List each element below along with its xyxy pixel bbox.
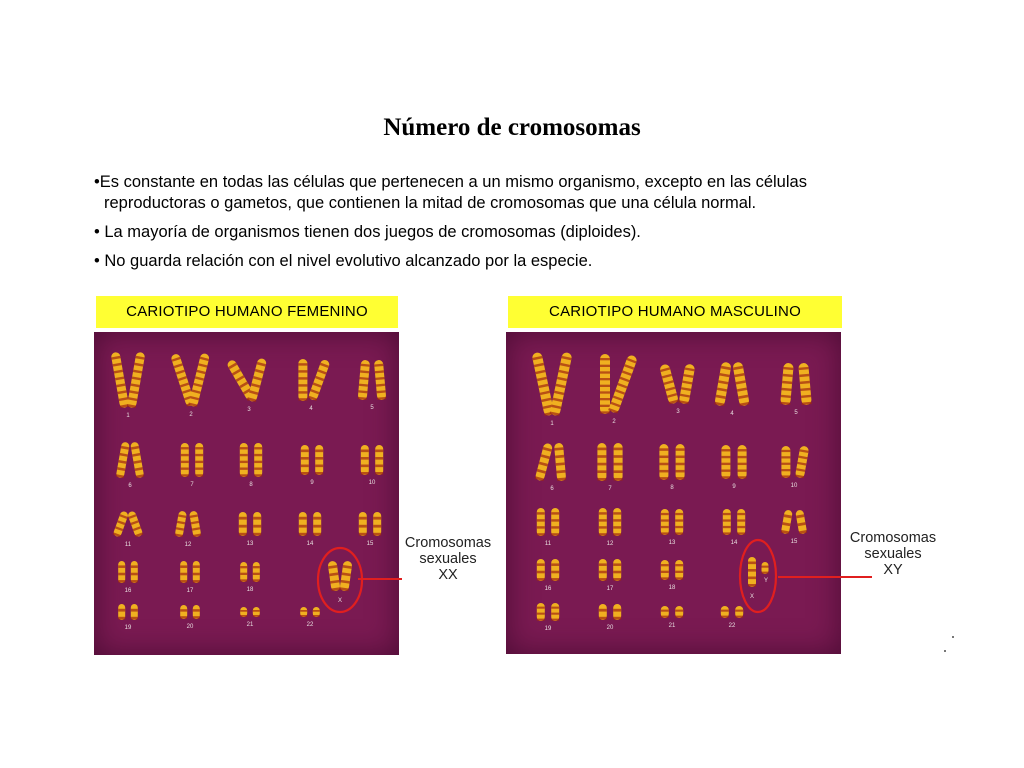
pair-number: 16 bbox=[124, 588, 132, 594]
sex-chromosome-x-2 bbox=[339, 561, 352, 592]
chromosome-pair-16-a bbox=[537, 559, 545, 581]
chromosome-pair-22-b bbox=[735, 606, 743, 618]
chromosome-pair-12-a bbox=[175, 511, 187, 538]
chromosome-pair-12-a bbox=[599, 508, 607, 536]
chromosome-pair-9-a bbox=[721, 445, 730, 479]
chromosome-pair-18-b bbox=[253, 562, 260, 582]
chromosome-pair-12-b bbox=[189, 511, 201, 538]
chromosome-pair-20-b bbox=[613, 604, 621, 620]
pair-number: 4 bbox=[309, 406, 313, 412]
chromosome-pair-17-b bbox=[613, 559, 621, 581]
female-karyotype-figure bbox=[94, 332, 399, 655]
chromosome-pair-10-a bbox=[781, 446, 790, 478]
male-sex-chromosome-callout bbox=[838, 530, 948, 578]
chromosome-pair-9-a bbox=[301, 445, 309, 475]
chromosome-pair-14-b bbox=[313, 512, 321, 536]
callout-line: Cromosomas bbox=[404, 535, 492, 551]
male-karyotype-image bbox=[506, 332, 841, 654]
chromosome-pair-11-b bbox=[127, 510, 143, 537]
chromosome-pair-2-b bbox=[188, 353, 210, 408]
male-callout-pointer bbox=[778, 576, 872, 578]
callout-label: XY bbox=[883, 562, 903, 578]
chromosome-pair-1-a bbox=[111, 352, 130, 409]
slide-title: Número de cromosomas bbox=[383, 114, 641, 141]
pair-number: X bbox=[749, 594, 755, 600]
pair-number: 10 bbox=[368, 480, 376, 486]
chromosome-pair-17-a bbox=[180, 561, 187, 583]
chromosome-pair-9-b bbox=[738, 445, 747, 479]
chromosome-pair-5-a bbox=[780, 363, 794, 406]
chromosome-pair-1-b bbox=[549, 352, 572, 417]
chromosome-pair-20-a bbox=[180, 605, 187, 619]
chromosome-pair-10-b bbox=[375, 445, 383, 475]
pair-number: 3 bbox=[676, 409, 680, 415]
chromosome-pair-15-b bbox=[373, 512, 381, 536]
chromosome-pair-19-a bbox=[118, 604, 125, 620]
pair-number: 21 bbox=[246, 622, 254, 628]
chromosome-pair-15-a bbox=[781, 509, 793, 534]
chromosome-pair-22-a bbox=[721, 606, 729, 618]
pair-number: 7 bbox=[608, 486, 612, 492]
pair-number: 6 bbox=[550, 486, 554, 492]
chromosome-pair-13-a bbox=[661, 509, 669, 535]
chromosome-pair-7-b bbox=[614, 443, 623, 481]
chromosome-pair-18-a bbox=[661, 560, 669, 580]
chromosome-pair-8-a bbox=[659, 444, 668, 480]
chromosome-pair-18-b bbox=[675, 560, 683, 580]
chromosome-pair-4-b bbox=[732, 361, 749, 406]
chromosome-pair-22-a bbox=[300, 607, 307, 617]
pair-number: 11 bbox=[544, 541, 552, 547]
chromosome-pair-14-a bbox=[723, 509, 731, 535]
pair-number: 9 bbox=[310, 480, 314, 486]
bullet-text-continued: reproductoras o gametos, que contienen la mitad de cromosomas que una célula normal. bbox=[104, 194, 757, 212]
chromosome-pair-4-b bbox=[308, 359, 331, 402]
female-callout-pointer bbox=[358, 578, 402, 580]
bullet-item bbox=[94, 172, 954, 214]
chromosome-pair-13-a bbox=[239, 512, 247, 536]
chromosome-pair-16-b bbox=[551, 559, 559, 581]
sex-chromosome-y bbox=[762, 562, 769, 574]
pair-number: 14 bbox=[306, 541, 314, 547]
pair-number: 1 bbox=[550, 421, 554, 427]
pair-number: 22 bbox=[306, 622, 314, 628]
chromosome-pair-14-a bbox=[299, 512, 307, 536]
male-karyotype-title: CARIOTIPO HUMANO MASCULINO bbox=[508, 296, 842, 328]
chromosome-pair-6-b bbox=[130, 442, 144, 479]
chromosome-pair-12-b bbox=[613, 508, 621, 536]
bullet-list bbox=[94, 172, 954, 280]
chromosome-pair-13-b bbox=[675, 509, 683, 535]
chromosome-pair-4-a bbox=[714, 361, 731, 406]
bullet-text: • No guarda relación con el nivel evolutivo alcanzado por la especie. bbox=[94, 252, 593, 270]
chromosome-pair-8-b bbox=[254, 443, 262, 477]
chromosome-pair-3-b bbox=[679, 363, 696, 404]
pair-number: 19 bbox=[544, 626, 552, 632]
pair-number: 17 bbox=[606, 586, 614, 592]
pair-number: 15 bbox=[366, 541, 374, 547]
pair-number: 20 bbox=[186, 624, 194, 630]
chromosome-pair-19-a bbox=[537, 603, 545, 621]
pair-number: 2 bbox=[189, 412, 193, 418]
pair-number: 20 bbox=[606, 625, 614, 631]
sex-chromosome-x-1 bbox=[327, 561, 340, 592]
female-karyotype-image bbox=[94, 332, 399, 655]
decorative-dot bbox=[944, 650, 946, 652]
pair-number: 13 bbox=[668, 540, 676, 546]
chromosome-pair-11-a bbox=[113, 510, 129, 537]
chromosome-pair-5-a bbox=[358, 360, 370, 401]
pair-number: 11 bbox=[124, 542, 132, 548]
pair-number: 17 bbox=[186, 588, 194, 594]
bullet-item bbox=[94, 251, 954, 272]
chromosome-pair-11-a bbox=[537, 508, 545, 536]
callout-label: XX bbox=[438, 567, 458, 583]
pair-number: 5 bbox=[794, 410, 798, 416]
female-karyotype-title: CARIOTIPO HUMANO FEMENINO bbox=[96, 296, 398, 328]
chromosome-pair-21-a bbox=[240, 607, 247, 617]
bullet-text: • La mayoría de organismos tienen dos juegos de cromosomas (diploides). bbox=[94, 223, 641, 241]
pair-number: 2 bbox=[612, 419, 616, 425]
chromosome-pair-3-b bbox=[247, 358, 267, 403]
callout-line: sexuales bbox=[864, 546, 922, 562]
pair-number: 12 bbox=[184, 542, 192, 548]
pair-number: 8 bbox=[249, 482, 253, 488]
chromosome-pair-20-a bbox=[599, 604, 607, 620]
chromosome-pair-15-b bbox=[795, 509, 807, 534]
pair-number: 16 bbox=[544, 586, 552, 592]
pair-number: 10 bbox=[790, 483, 798, 489]
pair-number: 3 bbox=[247, 407, 251, 413]
chromosome-pair-8-a bbox=[240, 443, 248, 477]
chromosome-pair-15-a bbox=[359, 512, 367, 536]
chromosome-pair-13-b bbox=[253, 512, 261, 536]
pair-number: 15 bbox=[790, 539, 798, 545]
pair-number: 4 bbox=[730, 411, 734, 417]
pair-number: 14 bbox=[730, 540, 738, 546]
bullet-text: •Es constante en todas las células que pertenecen a un mismo organismo, excepto en las células bbox=[94, 173, 807, 191]
chromosome-pair-20-b bbox=[193, 605, 200, 619]
chromosome-pair-17-b bbox=[193, 561, 200, 583]
pair-number: 7 bbox=[190, 482, 194, 488]
pair-number: 18 bbox=[246, 587, 254, 593]
pair-number: 13 bbox=[246, 541, 254, 547]
chromosome-pair-2-a bbox=[600, 354, 610, 414]
pair-number: 6 bbox=[128, 483, 132, 489]
pair-number: 8 bbox=[670, 485, 674, 491]
chromosome-pair-5-b bbox=[798, 363, 812, 406]
chromosome-pair-21-a bbox=[661, 606, 669, 618]
pair-number: 22 bbox=[728, 623, 736, 629]
callout-line: sexuales bbox=[419, 551, 477, 567]
chromosome-pair-11-b bbox=[551, 508, 559, 536]
chromosome-pair-21-b bbox=[253, 607, 260, 617]
pair-number: 12 bbox=[606, 541, 614, 547]
bullet-item bbox=[94, 222, 954, 243]
pair-number: Y bbox=[763, 578, 769, 584]
pair-number: 1 bbox=[126, 413, 130, 419]
chromosome-pair-8-b bbox=[676, 444, 685, 480]
chromosome-pair-14-b bbox=[737, 509, 745, 535]
sex-chromosome-x bbox=[748, 557, 756, 587]
chromosome-pair-16-b bbox=[131, 561, 138, 583]
male-karyotype-figure bbox=[506, 332, 841, 654]
pair-number: 9 bbox=[732, 484, 736, 490]
pair-number: 19 bbox=[124, 625, 132, 631]
pair-number: 5 bbox=[370, 405, 374, 411]
chromosome-pair-2-b bbox=[608, 354, 638, 414]
sex-chromosome-highlight bbox=[740, 540, 776, 612]
chromosome-pair-7-a bbox=[181, 443, 189, 477]
chromosome-pair-19-b bbox=[131, 604, 138, 620]
chromosome-pair-7-b bbox=[195, 443, 203, 477]
chromosome-pair-10-a bbox=[361, 445, 369, 475]
chromosome-pair-7-a bbox=[597, 443, 606, 481]
pair-number: X bbox=[337, 598, 343, 604]
chromosome-pair-4-a bbox=[298, 359, 307, 401]
chromosome-pair-6-a bbox=[116, 442, 130, 479]
chromosome-pair-19-b bbox=[551, 603, 559, 621]
chromosome-pair-10-b bbox=[795, 445, 809, 478]
chromosome-pair-1-b bbox=[127, 352, 146, 409]
chromosome-pair-21-b bbox=[675, 606, 683, 618]
chromosome-pair-17-a bbox=[599, 559, 607, 581]
chromosome-pair-22-b bbox=[313, 607, 320, 617]
pair-number: 18 bbox=[668, 585, 676, 591]
pair-number: 21 bbox=[668, 623, 676, 629]
decorative-dot bbox=[952, 636, 954, 638]
chromosome-pair-6-b bbox=[554, 443, 566, 482]
chromosome-pair-18-a bbox=[240, 562, 247, 582]
chromosome-pair-6-a bbox=[535, 442, 554, 481]
chromosome-pair-5-b bbox=[374, 360, 386, 401]
female-sex-chromosome-callout bbox=[394, 535, 502, 583]
chromosome-pair-9-b bbox=[315, 445, 323, 475]
chromosome-pair-3-a bbox=[659, 363, 679, 404]
callout-line: Cromosomas bbox=[849, 530, 937, 546]
chromosome-pair-16-a bbox=[118, 561, 125, 583]
